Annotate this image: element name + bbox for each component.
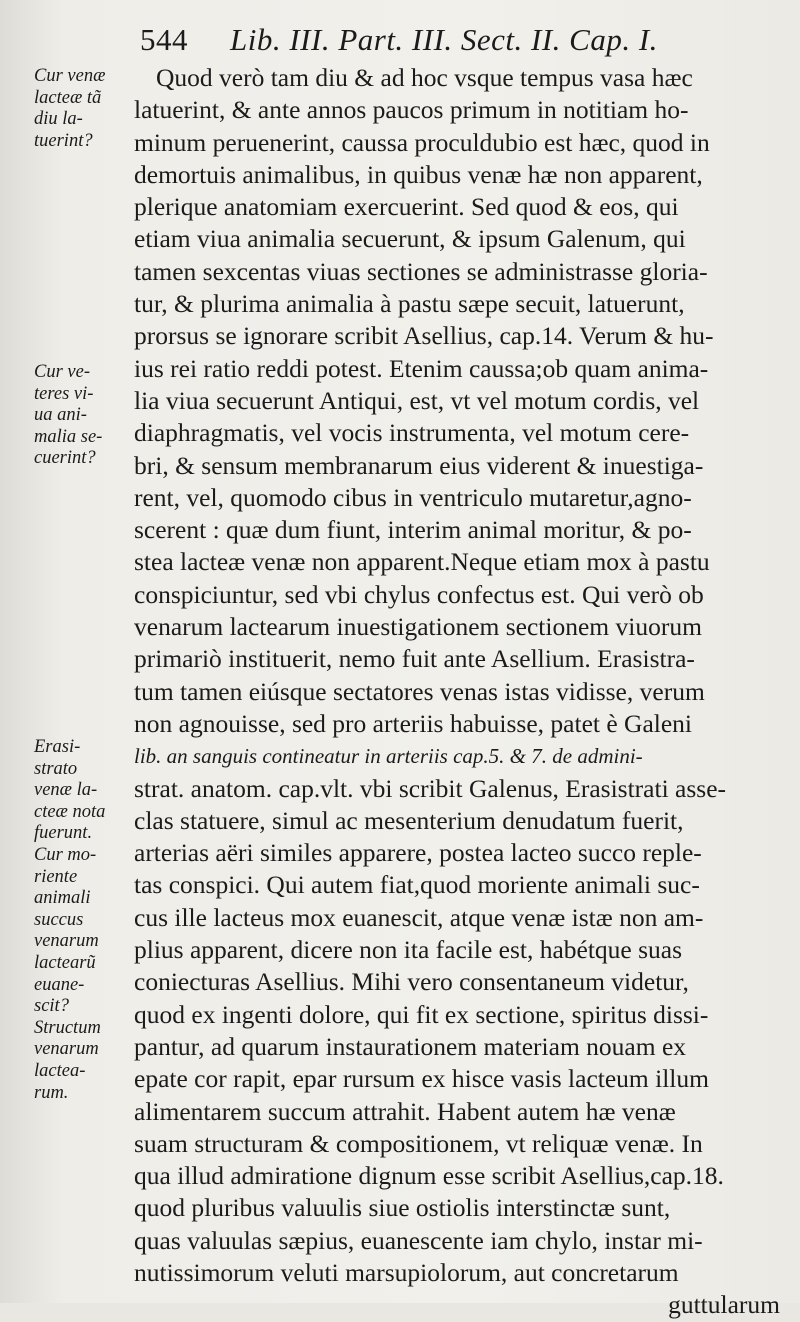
margin-note-line: lactea-	[34, 1060, 86, 1081]
body-text	[134, 62, 784, 1322]
text-line: alimentarem succum attrahit. Habent autem hæ venæ	[134, 1096, 676, 1126]
text-line: lia viua secuerunt Antiqui, est, vt vel motum cordis, vel	[134, 385, 700, 415]
text-line: bri, & sensum membranarum eius viderent & inuestiga-	[134, 450, 704, 480]
text-line: tur, & plurima animalia à pastu sæpe secuit, latuerunt,	[134, 289, 685, 319]
text-line: quas valuulas sæpius, euanescente iam chylo, instar mi-	[134, 1225, 703, 1255]
text-line: quod pluribus valuulis siue ostiolis interstinctæ sunt,	[134, 1193, 671, 1223]
running-title: Lib. III. Part. III. Sect. II. Cap. I.	[230, 22, 658, 57]
margin-note-line: teres vi-	[34, 383, 94, 404]
margin-note-line: cteæ nota	[34, 801, 106, 822]
text-line: minum peruenerint, caussa proculdubio est hæc, quod in	[134, 127, 710, 157]
margin-note-line: scit?	[34, 996, 69, 1017]
margin-note-line: venæ la-	[34, 780, 98, 801]
margin-note-line: venarum	[34, 1039, 99, 1060]
margin-note-line: strato	[34, 758, 78, 779]
margin-note-line: cuerint?	[34, 448, 96, 469]
text-line: diaphragmatis, vel vocis instrumenta, vel motum cere-	[134, 418, 690, 448]
margin-note-line: euane-	[34, 974, 85, 995]
text-line: tum tamen eiúsque sectatores venas istas vidisse, verum	[134, 676, 705, 706]
text-line: nutissimorum veluti marsupiolorum, aut concretarum	[134, 1257, 679, 1287]
margin-note-line: diu la-	[34, 109, 83, 130]
margin-note-line: Structum	[34, 1017, 101, 1038]
text-line: clas statuere, simul ac mesenterium denudatum fuerit,	[134, 805, 684, 835]
text-line: arterias aëri similes apparere, postea lacteo succo reple-	[134, 838, 702, 868]
text-line: demortuis animalibus, in quibus venæ hæ non apparent,	[134, 159, 703, 189]
margin-note-line: Cur mo-	[34, 844, 97, 865]
text-line: plerique anatomiam exercuerint. Sed quod & eos, qui	[134, 192, 679, 222]
text-line: venarum lactearum inuestigationem sectionem viuorum	[134, 612, 702, 642]
text-line: lib. an sanguis contineatur in arteriis cap.5. & 7. de admini-	[134, 744, 643, 769]
margin-note-line: Cur ve-	[34, 362, 90, 382]
text-line: tas conspici. Qui autem fiat,quod moriente animali suc-	[134, 870, 700, 900]
text-line: prorsus se ignorare scribit Asellius, cap.14. Verum & hu-	[134, 321, 714, 351]
margin-note-line: succus	[34, 909, 84, 930]
text-line: strat. anatom. cap.vlt. vbi scribit Galenus, Erasistrati asse-	[134, 773, 727, 803]
text-line: scerent : quæ dum fiunt, interim animal moritur, & po-	[134, 515, 692, 545]
text-line: quod ex ingenti dolore, qui fit ex sectione, spiritus dissi-	[134, 999, 709, 1029]
text-line: plius apparent, dicere non ita facile est, habétque suas	[134, 935, 683, 965]
text-line: qua illud admiratione dignum esse scribit Asellius,cap.18.	[134, 1161, 724, 1191]
page-number: 544	[140, 22, 188, 57]
margin-note-line: ua ani-	[34, 405, 87, 426]
catchword: guttularum	[668, 1290, 780, 1320]
margin-note-1	[34, 66, 134, 152]
text-line: stea lacteæ venæ non apparent.Neque etiam mox à pastu	[134, 547, 710, 577]
text-line: Quod verò tam diu & ad hoc vsque tempus vasa hæc	[156, 63, 693, 92]
margin-note-line: lacteæ tã	[34, 87, 102, 108]
page-header	[140, 22, 780, 62]
margin-note-line: tuerint?	[34, 130, 93, 151]
margin-note-3	[34, 737, 134, 1104]
text-line: pantur, ad quarum instaurationem materiam nouam ex	[134, 1031, 687, 1061]
margin-note-line: lactearũ	[34, 952, 96, 973]
text-line: primariò instituerit, nemo fuit ante Asellium. Erasistra-	[134, 644, 695, 674]
margin-note-line: malia se-	[34, 426, 103, 447]
text-line: rent, vel, quomodo cibus in ventriculo mutaretur,agno-	[134, 482, 692, 512]
text-line: etiam viua animalia secuerunt, & ipsum Galenum, qui	[134, 224, 686, 254]
text-line: conspiciuntur, sed vbi chylus confectus est. Qui verò ob	[134, 579, 704, 609]
text-line: tamen sexcentas viuas sectiones se administrasse gloria-	[134, 256, 708, 286]
margin-note-line: venarum	[34, 931, 99, 952]
margin-note-2	[34, 362, 134, 470]
margin-note-line: Cur venæ	[34, 66, 106, 86]
text-line: coniecturas Asellius. Mihi vero consentaneum videtur,	[134, 967, 689, 997]
margin-note-line: rum.	[34, 1082, 69, 1103]
text-line: ius rei ratio reddi potest. Etenim caussa;ob quam anima-	[134, 353, 709, 383]
text-line: suam structuram & compositionem, vt reliquæ venæ. In	[134, 1128, 703, 1158]
margin-note-line: animali	[34, 888, 91, 909]
text-line: non agnouisse, sed pro arteriis habuisse, patet è Galeni	[134, 708, 693, 738]
margin-note-line: riente	[34, 866, 78, 887]
text-line: epate cor rapit, epar rursum ex hisce vasis lacteum illum	[134, 1064, 709, 1094]
text-line: cus ille lacteus mox euanescit, atque venæ istæ non am-	[134, 902, 704, 932]
margin-note-line: fuerunt.	[34, 823, 93, 844]
margin-note-line: Erasi-	[34, 737, 81, 757]
text-line: latuerint, & ante annos paucos primum in notitiam ho-	[134, 95, 689, 125]
